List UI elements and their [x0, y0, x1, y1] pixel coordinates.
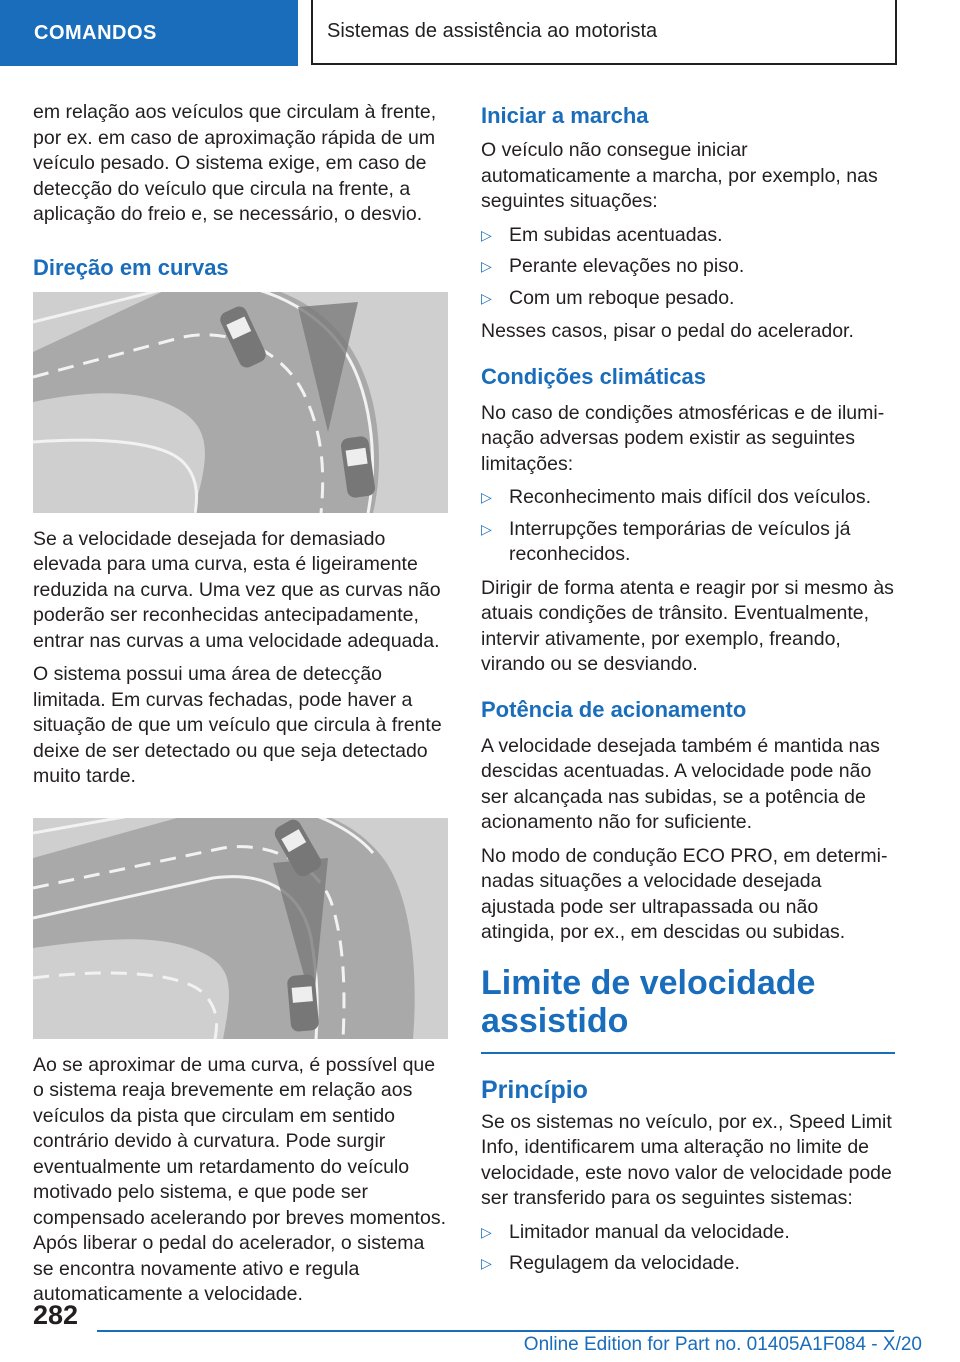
heading-clima: Condições climáticas	[481, 363, 706, 389]
list-item: ▷ Interrupções temporárias de veículos já reconhecidos.	[481, 517, 851, 565]
list-item: ▷ Reconhecimento mais difícil dos veículos.	[481, 485, 895, 511]
paragraph: A velocidade desejada também é mantida nas descidas acentuadas. A velocidade pode não ser alcançada nas subidas, se a potência de acionamento não for suficiente.	[481, 734, 880, 833]
paragraph: Se os sistemas no veículo, por ex., Speed Limit Info, identificarem uma alteração no limite de velocidade, este novo valor de velocidade pode ser transferido para os seguintes sistemas:	[481, 1110, 892, 1209]
paragraph: No modo de condução ECO PRO, em determinadas situações a velocidade desejada ajustada pode ser ultrapassada ou não atingida, por ex., em descidas ou subidas.	[481, 844, 888, 943]
list-item: ▷ Perante elevações no piso.	[481, 254, 895, 280]
paragraph: O sistema possui uma área de detecção limitada. Em curvas fechadas, pode haver a situação de que um veículo que circula à frente deixe de ser detectado ou que seja detectado muito tarde.	[33, 663, 442, 787]
triangle-bullet-icon: ▷	[481, 226, 492, 243]
triangle-bullet-icon: ▷	[481, 489, 492, 505]
heading-principio: Princípio	[481, 1075, 588, 1104]
footer-divider	[97, 1330, 894, 1332]
curve-illustration-1	[33, 292, 448, 513]
triangle-bullet-icon: ▷	[481, 1223, 492, 1240]
footer-edition: Online Edition for Part no. 01405A1F084 - X/20	[523, 1334, 922, 1355]
triangle-bullet-icon: ▷	[481, 258, 492, 274]
chapter-tab: COMANDOS	[0, 0, 298, 66]
heading-curvas: Direção em curvas	[33, 254, 229, 280]
paragraph: em relação aos veículos que circulam à frente, por ex. em caso de aproximação rápida de um veículo pesado. O sistema exige, em caso de detecção do veículo que circula na frente, a aplicação do freio e, se necessário, o desvio.	[33, 101, 437, 225]
list-item: ▷ Limitador manual da velocidade.	[481, 1220, 895, 1246]
list-item: ▷ Em subidas acentuadas.	[481, 223, 895, 249]
triangle-bullet-icon: ▷	[481, 1255, 492, 1271]
triangle-bullet-icon: ▷	[481, 289, 492, 306]
section-title: Sistemas de assistência ao motorista	[311, 0, 897, 65]
paragraph: Dirigir de forma atenta e reagir por si mesmo às atuais condições de trânsito. Eventualmente, intervir ativamente, por exemplo, freando, virando ou se desviando.	[481, 576, 894, 675]
paragraph: O veículo não consegue iniciar automaticamente a marcha, por exemplo, nas seguintes situações:	[481, 139, 878, 212]
list-marcha	[481, 223, 895, 312]
page-number: 282	[33, 1300, 79, 1330]
paragraph: Nesses casos, pisar o pedal do acelerador.	[481, 320, 854, 342]
curve-illustration-2	[33, 818, 448, 1039]
heading-potencia: Potência de acionamento	[481, 696, 747, 722]
paragraph: Ao se aproximar de uma curva, é possível que o sistema reaja brevemente em relação aos veículos da pista que circulam em sentido contrário devido à curvatura. Pode surgir eventualmente um retardamento do veículo motivado pelo sistema, e que pode ser compensado acelerando por breves momentos. Após liberar o pedal do acelerador, o sistema se encontra novamente ativo e regula automaticamente a velocidade.	[33, 1053, 446, 1305]
paragraph: No caso de condições atmosféricas e de iluminação adversas podem existir as seguintes limitações:	[481, 401, 885, 475]
list-item: ▷ Com um reboque pesado.	[481, 286, 895, 312]
left-column	[33, 100, 448, 1316]
paragraph: Se a velocidade desejada for demasiado elevada para uma curva, esta é ligeiramente reduzida na curva. Uma vez que as curvas não poderão ser reconhecidas antecipadamente, entrar nas curvas a uma velocidade adequada.	[33, 527, 441, 652]
right-column	[481, 100, 895, 1285]
heading-marcha: Iniciar a marcha	[481, 103, 649, 128]
list-clima	[481, 485, 895, 568]
list-principio	[481, 1220, 895, 1277]
list-item: ▷ Regulagem da velocidade.	[481, 1251, 895, 1277]
triangle-bullet-icon: ▷	[481, 520, 492, 537]
heading-limite: Limite de velocidade assistido	[481, 964, 895, 1054]
